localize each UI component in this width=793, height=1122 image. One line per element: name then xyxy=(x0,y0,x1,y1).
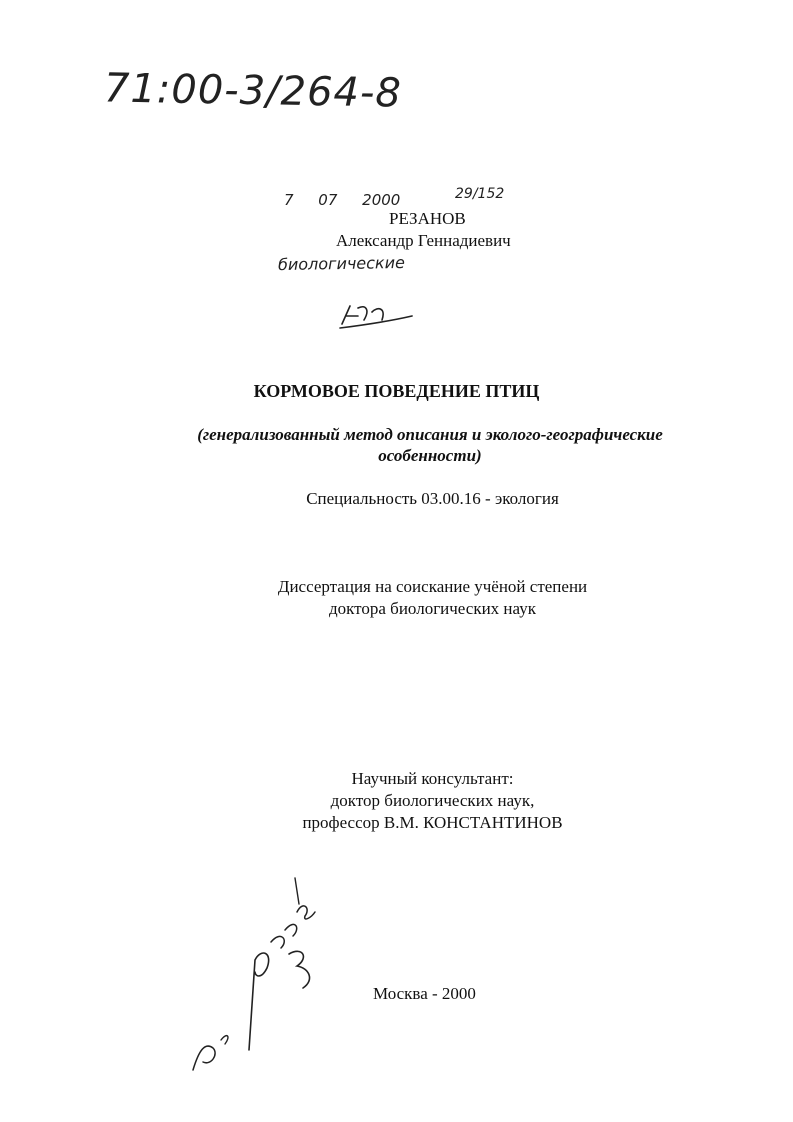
consultant-degree: доктор биологических наук, xyxy=(330,791,535,810)
signature-initials xyxy=(336,298,416,338)
thesis-subtitle-line1: (генерализованный метод описания и эколого-географические xyxy=(197,425,663,444)
author-surname: РЕЗАНОВ xyxy=(389,209,466,228)
author-given-names: Александр Геннадиевич xyxy=(336,231,511,250)
catalog-number-handwritten: 71:00-3/264-8 xyxy=(103,65,403,117)
degree-line1: Диссертация на соискание учёной степени xyxy=(277,577,588,596)
date-note-handwritten: 7 07 2000 xyxy=(284,191,401,209)
thesis-title: КОРМОВОЕ ПОВЕДЕНИЕ ПТИЦ xyxy=(253,381,540,401)
consultant-label: Научный консультант: xyxy=(351,769,514,788)
thesis-subtitle-line2: особенности) xyxy=(378,446,482,465)
date-note-suffix-handwritten: 29/152 xyxy=(455,186,505,202)
field-note-handwritten: биологические xyxy=(277,252,406,275)
consultant-name: профессор В.М. КОНСТАНТИНОВ xyxy=(302,813,563,832)
handwritten-signature xyxy=(185,872,335,1082)
place-year: Москва - 2000 xyxy=(373,984,476,1003)
specialty: Специальность 03.00.16 - экология xyxy=(306,489,559,508)
degree-line2: доктора биологических наук xyxy=(329,599,536,618)
